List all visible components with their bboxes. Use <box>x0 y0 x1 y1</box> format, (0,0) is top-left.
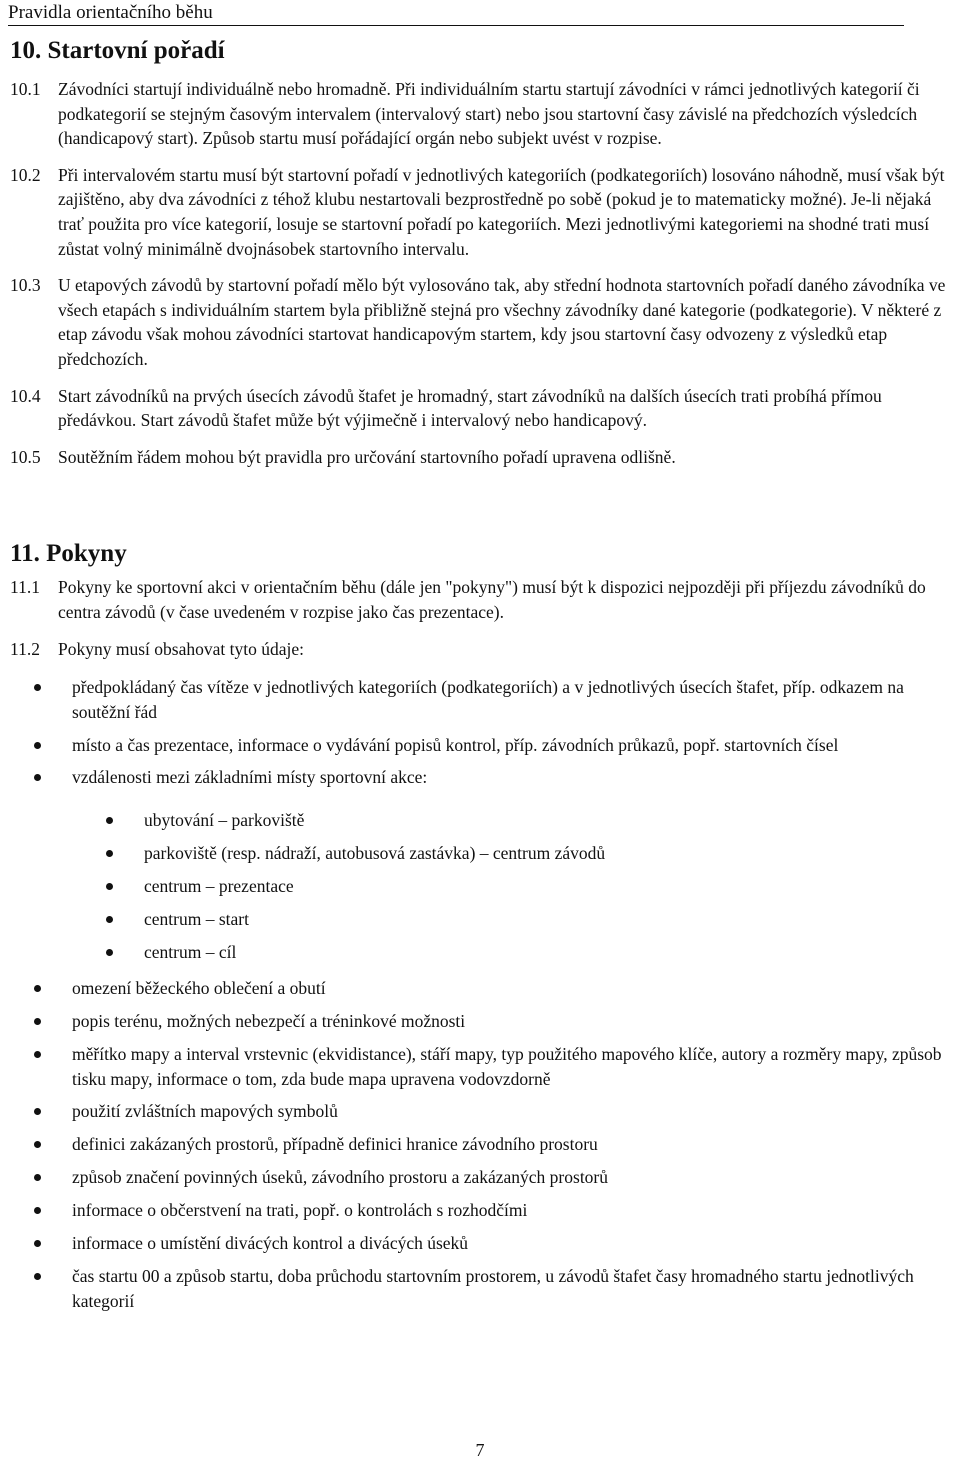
bullet-icon <box>34 1018 41 1025</box>
paragraph-text: Start závodníků na prvých úsecích závodů štafet je hromadný, start závodníků na dalších úsecích trati probíhá přímou předávkou. Start závodů štafet může být výjimečně i intervalový nebo handicapový. <box>58 385 882 431</box>
paragraph-number: 10.5 <box>10 446 41 467</box>
list-item: popis terénu, možných nebezpečí a tréninkové možnosti <box>10 1009 958 1034</box>
paragraph-10-5 <box>10 445 958 470</box>
paragraph-number: 11.2 <box>10 638 40 659</box>
paragraph-10-1 <box>10 77 958 151</box>
bullet-icon <box>34 985 41 992</box>
paragraph-number: 10.4 <box>10 385 41 406</box>
paragraph-number: 10.2 <box>10 164 41 185</box>
list-item: způsob značení povinných úseků, závodního prostoru a zakázaných prostorů <box>10 1165 958 1190</box>
list-item: informace o umístění divácých kontrol a divácých úseků <box>10 1231 958 1256</box>
paragraph-text: Při intervalovém startu musí být startovní pořadí v jednotlivých kategoriích (podkategoriích) losováno náhodně, musí však být zajištěno, aby dva závodníci z téhož klubu nestartovali bezprostředně po sobě (pokud je to matematicky možné). Je-li nějaká trať použita pro více kategorií, losuje se startovní pořadí po kategoriích. Mezi jednotlivými kategoriemi na shodné trati musí zůstat volný minimálně dvojnásobek startovního intervalu. <box>58 164 945 259</box>
bullet-icon <box>34 684 41 691</box>
distances-sublist <box>10 808 958 964</box>
paragraph-10-4 <box>10 384 958 433</box>
paragraph-number: 10.1 <box>10 79 41 99</box>
sublist-item: ubytování – parkoviště <box>10 808 958 833</box>
list-item: použití zvláštních mapových symbolů <box>10 1099 958 1124</box>
bullet-icon <box>106 916 113 923</box>
paragraph-text: Soutěžním řádem mohou být pravidla pro určování startovního pořadí upravena odlišně. <box>58 446 676 467</box>
list-item: vzdálenosti mezi základními místy sportovní akce: ubytování – parkoviště parkoviště (resp. nádraží, autobusová zastávka) – centrum závodů centrum – prezentace centrum – start centrum – cíl <box>10 765 958 964</box>
bullet-icon <box>34 742 41 749</box>
paragraph-11-1 <box>10 575 958 624</box>
sublist-item: parkoviště (resp. nádraží, autobusová zastávka) – centrum závodů <box>10 841 958 866</box>
bullet-icon <box>106 949 113 956</box>
paragraph-10-2 <box>10 163 958 261</box>
bullet-icon <box>106 817 113 824</box>
bullet-icon <box>34 1240 41 1247</box>
bullet-icon <box>34 1207 41 1214</box>
bullet-icon <box>106 850 113 857</box>
list-item: definici zakázaných prostorů, případně definici hranice závodního prostoru <box>10 1132 958 1157</box>
bullet-icon <box>34 1108 41 1115</box>
paragraph-number: 11.1 <box>10 577 40 598</box>
paragraph-10-3 <box>10 273 958 371</box>
paragraph-text: Závodníci startují individuálně nebo hromadně. Při individuálním startu startují závodníci v rámci jednotlivých kategorií či podkategorií se stejným časovým intervalem (intervalový start) nebo jsou startovní časy závislé na předchozích výsledcích (handicapový start). Způsob startu musí pořádající orgán nebo subjekt uvést v rozpise. <box>58 79 920 149</box>
sublist-item: centrum – prezentace <box>10 874 958 899</box>
requirements-list <box>10 675 958 1313</box>
paragraph-text: Pokyny musí obsahovat tyto údaje: <box>58 638 304 659</box>
bullet-icon <box>34 1174 41 1181</box>
bullet-icon <box>34 1273 41 1280</box>
bullet-icon <box>34 1141 41 1148</box>
sublist-item: centrum – cíl <box>10 940 958 965</box>
paragraph-number: 10.3 <box>10 275 41 296</box>
page-number: 7 <box>475 1440 485 1460</box>
bullet-icon <box>34 774 41 781</box>
bullet-icon <box>34 1051 41 1058</box>
bullet-icon <box>106 883 113 890</box>
list-item: měřítko mapy a interval vrstevnic (ekvidistance), stáří mapy, typ použitého mapového klíče, autory a rozměry mapy, způsob tisku mapy, informace o tom, zda bude mapa upravena vodovzdorně <box>10 1042 958 1091</box>
section-11-heading: 11. Pokyny <box>10 540 127 568</box>
section-10-heading: 10. Startovní pořadí <box>10 37 225 64</box>
paragraph-11-2 <box>10 637 958 662</box>
paragraph-text: Pokyny ke sportovní akci v orientačním běhu (dále jen "pokyny") musí být k dispozici nejpozději při příjezdu závodníků do centra závodů (v čase uvedeném v rozpise jako čas prezentace). <box>58 577 926 622</box>
list-item: čas startu 00 a způsob startu, doba průchodu startovním prostorem, u závodů štafet časy hromadného startu jednotlivých kategorií <box>10 1264 958 1313</box>
list-item: místo a čas prezentace, informace o vydávání popisů kontrol, příp. závodních průkazů, popř. startovních čísel <box>10 733 958 758</box>
list-item: omezení běžeckého oblečení a obutí <box>10 976 958 1001</box>
running-header: Pravidla orientačního běhu <box>8 2 904 26</box>
list-item: informace o občerstvení na trati, popř. o kontrolách s rozhodčími <box>10 1198 958 1223</box>
list-item: předpokládaný čas vítěze v jednotlivých kategoriích (podkategoriích) a v jednotlivých úsecích štafet, příp. odkazem na soutěžní řád <box>10 675 958 724</box>
paragraph-text: U etapových závodů by startovní pořadí mělo být vylosováno tak, aby střední hodnota startovních pořadí daného závodníka ve všech etapách s individuálním startem byla přibližně stejná pro všechny závodníky dané kategorie (podkategorie). V některé z etap závodu však mohou závodníci startovat handicapovým startem, kdy jsou startovní časy odvozeny z výsledků etap předchozích. <box>58 275 946 369</box>
sublist-item: centrum – start <box>10 907 958 932</box>
content <box>10 34 958 1321</box>
